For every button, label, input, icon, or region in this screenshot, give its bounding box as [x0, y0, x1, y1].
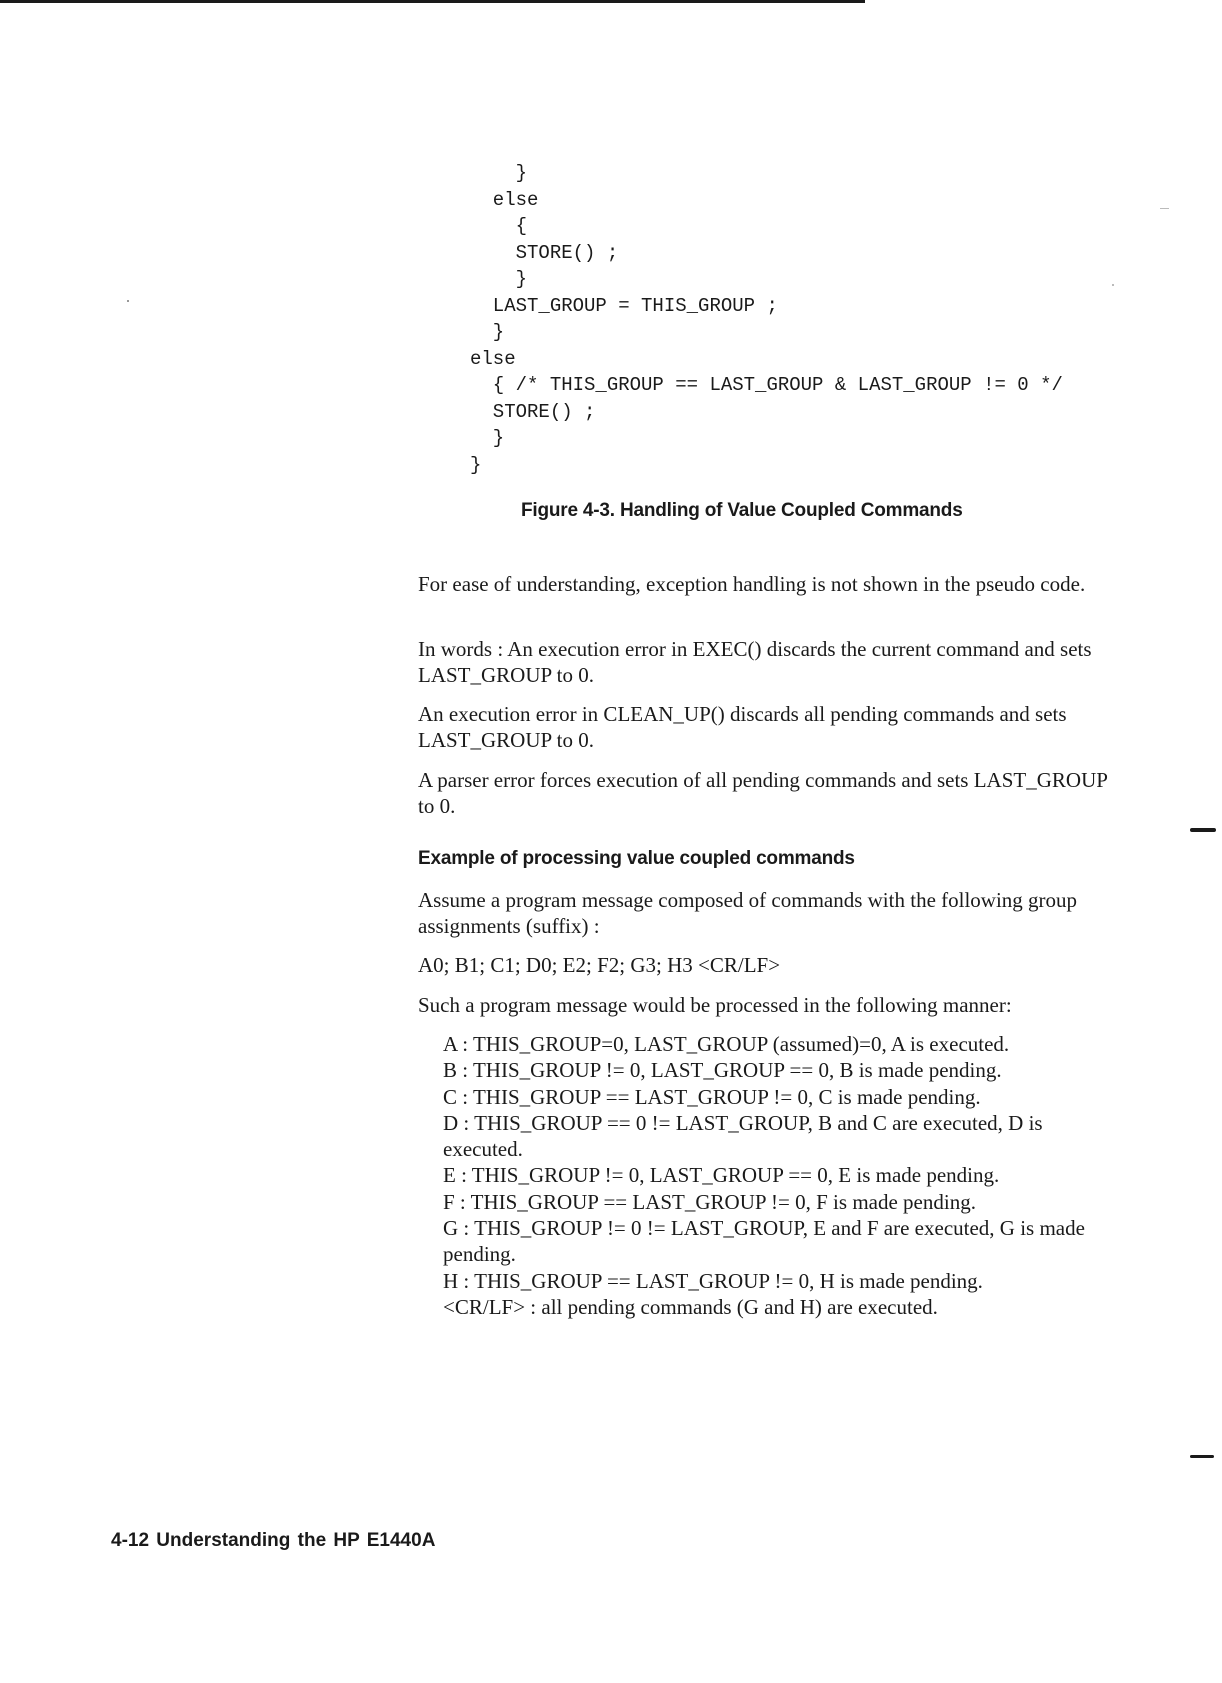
scan-mark [127, 300, 129, 302]
page-footer: 4-12 Understanding the HP E1440A [111, 1530, 436, 1551]
code-line: } [470, 453, 482, 476]
code-line: else [470, 188, 539, 211]
scan-mark [1190, 1455, 1214, 1458]
processing-steps-list [443, 1031, 1123, 1320]
paragraph-cleanup-error: An execution error in CLEAN_UP() discards all pending commands and sets LAST_GROUP to 0. [418, 702, 1067, 752]
list-item: C : THIS_GROUP == LAST_GROUP != 0, C is made pending. [443, 1084, 981, 1109]
paragraph-example-intro: Assume a program message composed of commands with the following group assignments (suffix) : [418, 888, 1078, 938]
paragraph-exception-handling: For ease of understanding, exception handling is not shown in the pseudo code. [418, 572, 1086, 596]
paragraph-lead-in: Such a program message would be processed in the following manner: [418, 993, 1012, 1017]
section-heading: Example of processing value coupled commands [418, 848, 855, 869]
list-item: B : THIS_GROUP != 0, LAST_GROUP == 0, B is made pending. [443, 1058, 1002, 1083]
paragraph-exec-error: In words : An execution error in EXEC() discards the current command and sets LAST_GROUP to 0. [418, 637, 1092, 687]
figure-caption: Figure 4-3. Handling of Value Coupled Commands [521, 500, 963, 521]
paragraph-parser-error: A parser error forces execution of all pending commands and sets LAST_GROUP to 0. [418, 768, 1108, 818]
list-item: A : THIS_GROUP=0, LAST_GROUP (assumed)=0, A is executed. [443, 1032, 1010, 1056]
code-line: { [470, 215, 528, 237]
scan-mark [1190, 828, 1216, 832]
code-line: } [470, 321, 505, 343]
code-line: { /* THIS_GROUP == LAST_GROUP & LAST_GROUP != 0 */ [470, 374, 1063, 396]
list-item: H : THIS_GROUP == LAST_GROUP != 0, H is made pending. [443, 1268, 983, 1293]
top-rule [0, 0, 865, 3]
code-line: } [470, 162, 528, 184]
code-line: LAST_GROUP = THIS_GROUP ; [470, 294, 778, 317]
pseudo-code-block [470, 160, 1063, 478]
list-item: G : THIS_GROUP != 0 != LAST_GROUP, E and F are executed, G is made pending. [443, 1216, 1085, 1267]
list-item: E : THIS_GROUP != 0, LAST_GROUP == 0, E is made pending. [443, 1163, 1000, 1188]
code-line: } [470, 268, 528, 290]
list-item: D : THIS_GROUP == 0 != LAST_GROUP, B and C are executed, D is executed. [443, 1110, 1043, 1162]
code-line: else [470, 347, 516, 370]
scan-mark [1112, 284, 1114, 286]
list-item: F : THIS_GROUP == LAST_GROUP != 0, F is made pending. [443, 1189, 976, 1214]
list-item: <CR/LF> : all pending commands (G and H) are executed. [443, 1294, 938, 1319]
code-line: STORE() ; [470, 400, 596, 423]
code-line: STORE() ; [470, 241, 619, 264]
example-program-message: A0; B1; C1; D0; E2; F2; G3; H3 <CR/LF> [418, 953, 781, 977]
scan-mark [1160, 208, 1169, 209]
code-line: } [470, 427, 505, 449]
